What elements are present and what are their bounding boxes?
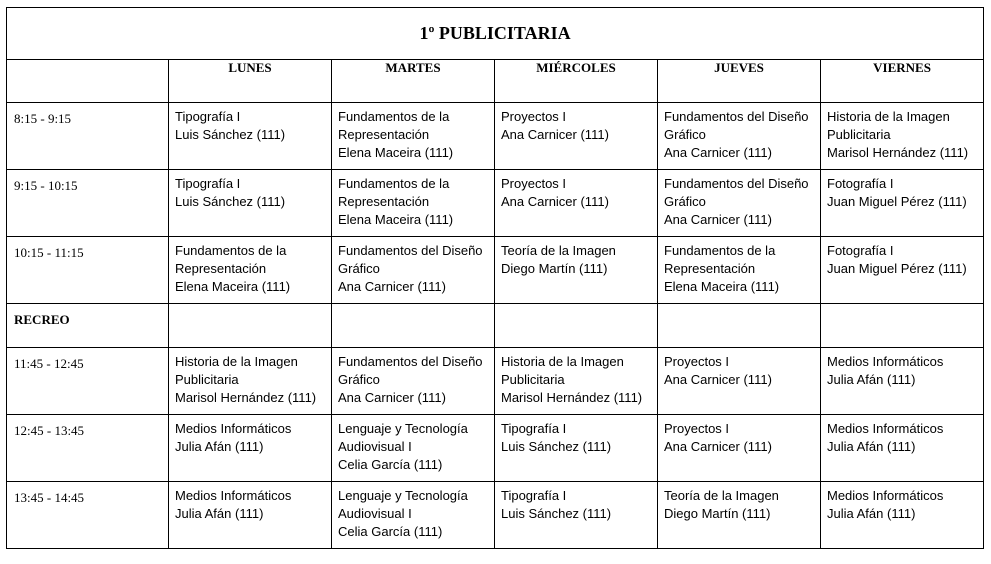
subject-line: Representación <box>338 194 430 209</box>
empty-cell <box>169 304 332 348</box>
subject-line: Proyectos I <box>664 421 730 436</box>
class-cell <box>821 170 984 237</box>
subject-line: Representación <box>175 261 267 276</box>
subject-line: Fundamentos del Diseño <box>338 354 483 369</box>
class-cell <box>658 482 821 549</box>
subject-line: Fundamentos de la <box>338 109 450 124</box>
teacher-room-line: Elena Maceira (111) <box>664 279 780 294</box>
class-cell <box>332 103 495 170</box>
teacher-room-line: Ana Carnicer (111) <box>664 212 772 227</box>
class-cell <box>169 415 332 482</box>
subject-line: Teoría de la Imagen <box>501 243 616 258</box>
day-header-miercoles: MIÉRCOLES <box>495 60 658 103</box>
class-cell <box>658 237 821 304</box>
subject-line: Fundamentos del Diseño <box>664 109 809 124</box>
teacher-room-line: Ana Carnicer (111) <box>664 145 772 160</box>
schedule-table <box>6 7 984 549</box>
teacher-room-line: Luis Sánchez (111) <box>175 127 286 142</box>
subject-line: Audiovisual I <box>338 439 412 454</box>
subject-line: Historia de la Imagen <box>175 354 298 369</box>
time-slot-row <box>7 237 984 304</box>
day-header-martes: MARTES <box>332 60 495 103</box>
subject-line: Teoría de la Imagen <box>664 488 779 503</box>
recreo-label: RECREO <box>7 304 169 348</box>
class-cell <box>821 237 984 304</box>
class-cell <box>169 482 332 549</box>
teacher-room-line: Elena Maceira (111) <box>338 145 454 160</box>
teacher-room-line: Luis Sánchez (111) <box>175 194 286 209</box>
subject-line: Medios Informáticos <box>827 421 944 436</box>
teacher-room-line: Celia García (111) <box>338 457 443 472</box>
teacher-room-line: Julia Afán (111) <box>175 439 264 454</box>
class-cell <box>169 348 332 415</box>
teacher-room-line: Juan Miguel Pérez (111) <box>827 261 967 276</box>
class-cell <box>495 415 658 482</box>
class-cell <box>495 170 658 237</box>
teacher-room-line: Julia Afán (111) <box>175 506 264 521</box>
class-cell <box>821 415 984 482</box>
teacher-room-line: Celia García (111) <box>338 524 443 539</box>
time-slot-label: 11:45 - 12:45 <box>7 348 169 415</box>
subject-line: Tipografía I <box>175 109 241 124</box>
subject-line: Publicitaria <box>501 372 565 387</box>
teacher-room-line: Diego Martín (111) <box>501 261 608 276</box>
subject-line: Fundamentos de la <box>338 176 450 191</box>
class-cell <box>332 237 495 304</box>
subject-line: Fundamentos del Diseño <box>338 243 483 258</box>
subject-line: Gráfico <box>664 127 706 142</box>
class-cell <box>821 103 984 170</box>
day-header-lunes: LUNES <box>169 60 332 103</box>
teacher-room-line: Julia Afán (111) <box>827 439 916 454</box>
teacher-room-line: Elena Maceira (111) <box>338 212 454 227</box>
schedule-title: 1º PUBLICITARIA <box>7 8 984 60</box>
empty-cell <box>495 304 658 348</box>
time-slot-row <box>7 482 984 549</box>
class-cell <box>169 237 332 304</box>
class-cell <box>169 103 332 170</box>
teacher-room-line: Luis Sánchez (111) <box>501 439 612 454</box>
subject-line: Medios Informáticos <box>827 354 944 369</box>
subject-line: Proyectos I <box>501 109 567 124</box>
class-cell <box>495 237 658 304</box>
class-cell <box>332 348 495 415</box>
teacher-room-line: Ana Carnicer (111) <box>501 127 609 142</box>
class-cell <box>658 415 821 482</box>
subject-line: Gráfico <box>338 261 380 276</box>
time-slot-row <box>7 348 984 415</box>
class-cell <box>658 348 821 415</box>
subject-line: Lenguaje y Tecnología <box>338 488 468 503</box>
subject-line: Publicitaria <box>175 372 239 387</box>
teacher-room-line: Ana Carnicer (111) <box>338 279 446 294</box>
class-cell <box>495 482 658 549</box>
teacher-room-line: Marisol Hernández (111) <box>827 145 969 160</box>
subject-line: Publicitaria <box>827 127 891 142</box>
class-cell <box>658 170 821 237</box>
subject-line: Tipografía I <box>501 488 567 503</box>
subject-line: Historia de la Imagen <box>827 109 950 124</box>
subject-line: Gráfico <box>664 194 706 209</box>
class-cell <box>658 103 821 170</box>
time-slot-label: 9:15 - 10:15 <box>7 170 169 237</box>
day-header-viernes: VIERNES <box>821 60 984 103</box>
subject-line: Audiovisual I <box>338 506 412 521</box>
class-cell <box>495 348 658 415</box>
subject-line: Medios Informáticos <box>175 421 292 436</box>
teacher-room-line: Diego Martín (111) <box>664 506 771 521</box>
empty-cell <box>332 304 495 348</box>
subject-line: Tipografía I <box>501 421 567 436</box>
teacher-room-line: Julia Afán (111) <box>827 506 916 521</box>
subject-line: Gráfico <box>338 372 380 387</box>
time-slot-row <box>7 415 984 482</box>
day-header-row <box>7 60 984 103</box>
subject-line: Representación <box>664 261 756 276</box>
subject-line: Fundamentos de la <box>664 243 776 258</box>
teacher-room-line: Marisol Hernández (111) <box>175 390 317 405</box>
subject-line: Lenguaje y Tecnología <box>338 421 468 436</box>
subject-line: Proyectos I <box>664 354 730 369</box>
time-slot-row <box>7 103 984 170</box>
time-slot-label: 10:15 - 11:15 <box>7 237 169 304</box>
teacher-room-line: Ana Carnicer (111) <box>664 439 772 454</box>
class-cell <box>495 103 658 170</box>
subject-line: Fotografía I <box>827 243 894 258</box>
empty-cell <box>821 304 984 348</box>
subject-line: Proyectos I <box>501 176 567 191</box>
time-slot-label: 13:45 - 14:45 <box>7 482 169 549</box>
time-slot-row <box>7 170 984 237</box>
class-cell <box>821 482 984 549</box>
recreo-row <box>7 304 984 348</box>
subject-line: Tipografía I <box>175 176 241 191</box>
teacher-room-line: Elena Maceira (111) <box>175 279 291 294</box>
subject-line: Medios Informáticos <box>827 488 944 503</box>
header-corner-cell <box>7 60 169 103</box>
time-slot-label: 8:15 - 9:15 <box>7 103 169 170</box>
subject-line: Medios Informáticos <box>175 488 292 503</box>
teacher-room-line: Ana Carnicer (111) <box>664 372 772 387</box>
subject-line: Fundamentos de la <box>175 243 287 258</box>
subject-line: Representación <box>338 127 430 142</box>
teacher-room-line: Ana Carnicer (111) <box>338 390 446 405</box>
class-cell <box>332 170 495 237</box>
class-cell <box>169 170 332 237</box>
empty-cell <box>658 304 821 348</box>
teacher-room-line: Julia Afán (111) <box>827 372 916 387</box>
teacher-room-line: Marisol Hernández (111) <box>501 390 643 405</box>
subject-line: Fundamentos del Diseño <box>664 176 809 191</box>
teacher-room-line: Luis Sánchez (111) <box>501 506 612 521</box>
subject-line: Fotografía I <box>827 176 894 191</box>
teacher-room-line: Ana Carnicer (111) <box>501 194 609 209</box>
day-header-jueves: JUEVES <box>658 60 821 103</box>
subject-line: Historia de la Imagen <box>501 354 624 369</box>
class-cell <box>332 482 495 549</box>
time-slot-label: 12:45 - 13:45 <box>7 415 169 482</box>
class-cell <box>821 348 984 415</box>
class-cell <box>332 415 495 482</box>
teacher-room-line: Juan Miguel Pérez (111) <box>827 194 967 209</box>
